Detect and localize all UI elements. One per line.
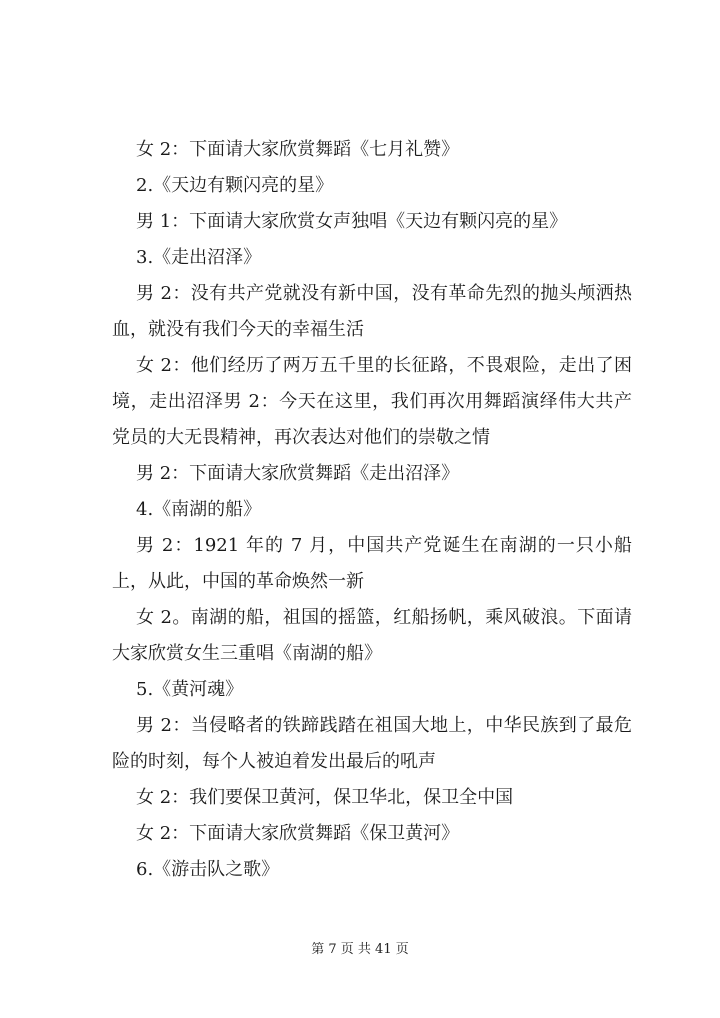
paragraph: 男 2：当侵略者的铁蹄践踏在祖国大地上，中华民族到了最危险的时刻，每个人被迫着发出最后的吼声 — [112, 715, 632, 772]
paragraph: 男 2：没有共产党就没有新中国，没有革命先烈的抛头颅洒热血，就没有我们今天的幸福生活 — [112, 283, 632, 340]
section-heading: 2.《天边有颗闪亮的星》 — [136, 175, 334, 196]
section-heading: 6.《游击队之歌》 — [136, 859, 280, 880]
paragraph: 女 2：下面请大家欣赏舞蹈《七月礼赞》 — [136, 139, 460, 160]
paragraph: 男 2：下面请大家欣赏舞蹈《走出沼泽》 — [136, 463, 460, 484]
paragraph: 女 2：我们要保卫黄河，保卫华北，保卫全中国 — [136, 787, 514, 808]
paragraph: 女 2：下面请大家欣赏舞蹈《保卫黄河》 — [136, 823, 460, 844]
section-heading: 4.《南湖的船》 — [136, 499, 262, 520]
paragraph: 男 2：1921 年的 7 月，中国共产党诞生在南湖的一只小船上，从此，中国的革命焕然一新 — [112, 535, 632, 592]
paragraph: 女 2。南湖的船，祖国的摇篮，红船扬帆，乘风破浪。下面请大家欣赏女生三重唱《南湖的船》 — [112, 607, 632, 664]
section-heading: 5.《黄河魂》 — [136, 679, 244, 700]
paragraph: 女 2：他们经历了两万五千里的长征路，不畏艰险，走出了困境，走出沼泽男 2：今天在这里，我们再次用舞蹈演绎伟大共产党员的大无畏精神，再次表达对他们的崇敬之情 — [112, 355, 632, 448]
page-number-footer: 第 7 页 共 41 页 — [311, 942, 409, 957]
paragraph: 男 1：下面请大家欣赏女声独唱《天边有颗闪亮的星》 — [136, 211, 568, 232]
document-body — [112, 132, 632, 888]
section-heading: 3.《走出沼泽》 — [136, 247, 262, 268]
